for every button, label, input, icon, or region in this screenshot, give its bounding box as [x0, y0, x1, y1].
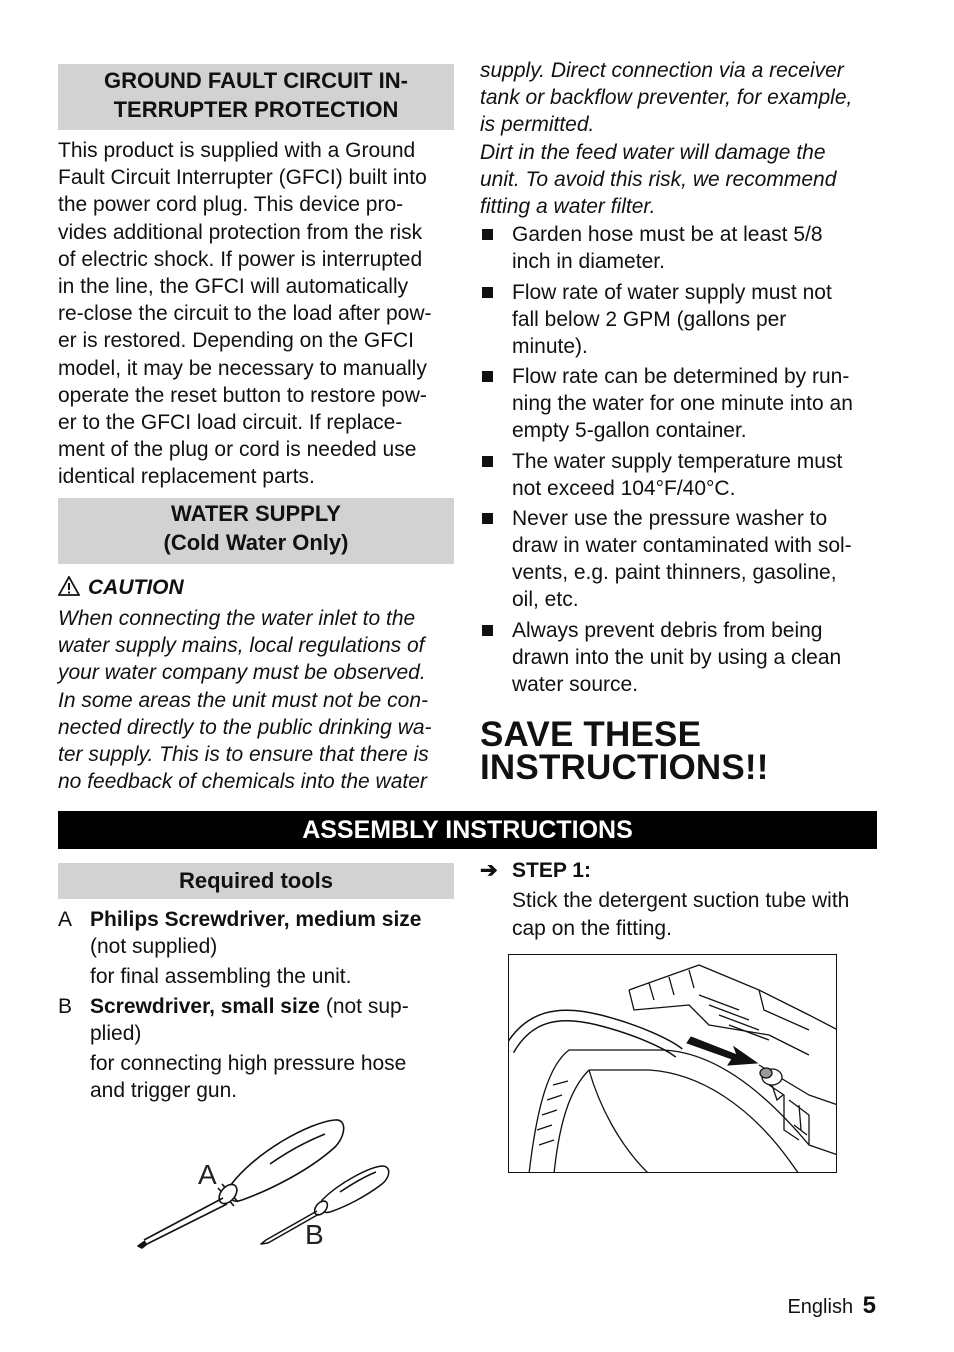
gfci-line: of electric shock. If power is interrupted [58, 247, 423, 271]
caution-line: In some areas the unit must not be con- [58, 688, 429, 712]
figure-label-b: B [305, 1219, 324, 1250]
page-footer [787, 1292, 876, 1320]
tool-b-note-line1: (not sup- [325, 995, 409, 1018]
caution-line: nected directly to the public drinking wa- [58, 715, 432, 739]
gfci-line: re-close the circuit to the load after pow- [58, 302, 432, 326]
assembly-banner: ASSEMBLY INSTRUCTIONS [58, 811, 877, 849]
gfci-line: identical replacement parts. [58, 465, 315, 489]
list-item: Flow rate can be determined by run- ning the water for one minute into an empty 5-gallon container. [480, 363, 900, 444]
gfci-line: model, it may be necessary to manually [58, 356, 427, 380]
tool-a-name: Philips Screwdriver, medium size [90, 908, 422, 931]
warning-triangle-icon [58, 576, 80, 603]
save-instructions-heading [480, 715, 769, 787]
fitting-svg [509, 955, 837, 1173]
tool-b [58, 993, 468, 1104]
caution-line: ter supply. This is to ensure that there is [58, 743, 429, 767]
caution-continued [480, 57, 900, 220]
gfci-line: This product is supplied with a Ground [58, 139, 416, 162]
tool-b-letter: B [58, 995, 73, 1018]
water-supply-heading [58, 498, 454, 564]
gfci-heading-line2: TERRUPTER PROTECTION [113, 97, 399, 122]
footer-language: English [787, 1296, 854, 1318]
water-heading-line2: (Cold Water Only) [163, 530, 349, 555]
tool-b-purpose-line1: for connecting high pressure hose [90, 1052, 407, 1075]
tool-b-note-line2: plied) [90, 1022, 142, 1045]
list-item: Garden hose must be at least 5/8 inch in diameter. [480, 221, 900, 275]
screwdrivers-illustration [130, 1112, 400, 1252]
list-item: Flow rate of water supply must not fall below 2 GPM (gallons per minute). [480, 279, 900, 360]
gfci-line: the power cord plug. This device pro- [58, 193, 404, 217]
step-line2: cap on the fitting. [512, 917, 672, 940]
save-line2: INSTRUCTIONS!! [480, 748, 769, 787]
caution-line: tank or backflow preventer, for example, [480, 86, 853, 110]
tool-a-purpose: for final assembling the unit. [90, 965, 352, 988]
list-item: Always prevent debris from being drawn into the unit by using a clean water source. [480, 617, 900, 698]
caution-line: When connecting the water inlet to the [58, 607, 416, 630]
tool-b-purpose-line2: and trigger gun. [90, 1079, 238, 1102]
tool-b-name: Screwdriver, small size [90, 995, 320, 1018]
caution-line: water supply mains, local regulations of [58, 634, 425, 658]
screwdrivers-svg [130, 1112, 400, 1252]
gfci-line: er to the GFCI load circuit. If replace- [58, 411, 403, 435]
gfci-line: in the line, the GFCI will automatically [58, 275, 409, 299]
step-label: STEP 1: [512, 859, 591, 882]
arrow-right-icon: ➔ [480, 859, 498, 882]
step-line1: Stick the detergent suction tube with [512, 889, 850, 912]
gfci-line: vides additional protection from the risk [58, 220, 423, 244]
tools-list [58, 906, 468, 1104]
gfci-heading [58, 64, 454, 130]
tool-a [58, 906, 468, 990]
caution-label-row [58, 574, 184, 603]
gfci-line: er is restored. Depending on the GFCI [58, 329, 415, 353]
save-line1: SAVE THESE [480, 715, 702, 754]
gfci-line: Fault Circuit Interrupter (GFCI) built into [58, 166, 427, 190]
water-requirements-list [480, 221, 900, 701]
gfci-heading-line1: GROUND FAULT CIRCUIT IN- [104, 68, 408, 93]
step-1 [480, 857, 900, 943]
caution-line: supply. Direct connection via a receiver [480, 59, 844, 82]
caution-line: unit. To avoid this risk, we recommend [480, 167, 837, 191]
page-number: 5 [862, 1292, 876, 1319]
caution-line: fitting a water filter. [480, 195, 656, 219]
detergent-fitting-illustration [508, 954, 837, 1173]
required-tools-heading: Required tools [58, 863, 454, 899]
caution-line: Dirt in the feed water will damage the [480, 140, 826, 164]
caution-line: your water company must be observed. [58, 661, 426, 685]
caution-text [58, 605, 468, 795]
figure-label-a: A [198, 1159, 217, 1190]
caution-line: is permitted. [480, 113, 595, 137]
caution-line: no feedback of chemicals into the water [58, 770, 427, 794]
gfci-line: operate the reset button to restore pow- [58, 383, 427, 407]
gfci-line: ment of the plug or cord is needed use [58, 438, 417, 462]
tool-a-note: (not supplied) [90, 935, 218, 958]
water-heading-line1: WATER SUPPLY [171, 501, 341, 526]
tool-a-letter: A [58, 908, 73, 931]
gfci-paragraph [58, 137, 468, 491]
list-item: Never use the pressure washer to draw in water contaminated with sol- vents, e.g. paint thinners, gasoline, oil, etc. [480, 505, 900, 613]
list-item: The water supply temperature must not exceed 104°F/40°C. [480, 448, 900, 502]
caution-label: CAUTION [88, 576, 184, 599]
